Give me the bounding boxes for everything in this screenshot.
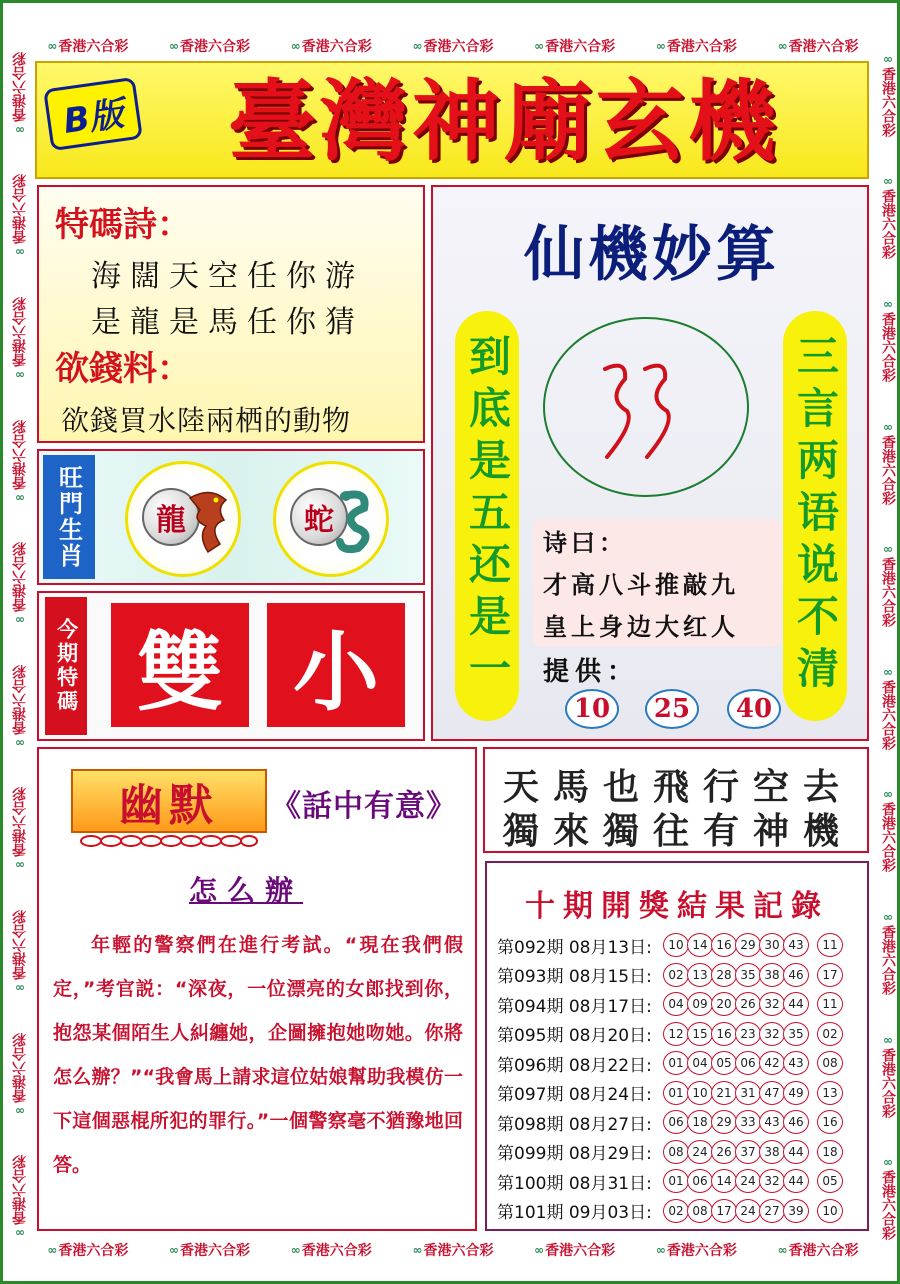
result-special-ball: 10 [817,1199,843,1223]
border-right-unit [878,910,898,995]
border-band-bottom [27,1239,879,1261]
chain-link-icon: ∞ [412,1243,421,1257]
special-char-1: 雙 [111,603,249,727]
handwritten-mark-icon [597,349,697,469]
special-code-panel [37,591,425,741]
result-number-ball: 42 [759,1051,785,1075]
border-text: 香港六合彩 [880,189,896,260]
immortal-panel [431,185,869,741]
zodiac-snake [273,461,389,577]
result-row [497,1197,841,1225]
border-top-unit [656,36,737,56]
chain-link-icon: ∞ [169,1243,178,1257]
border-bottom-unit [778,1240,859,1260]
chain-link-icon: ∞ [13,492,27,505]
border-band-left [9,33,31,1259]
special-char-2: 小 [267,603,405,727]
result-number-ball: 43 [759,1110,785,1134]
border-right-unit [878,665,898,750]
result-special-ball: 05 [817,1169,843,1193]
humor-subtitle: 怎么辦 [188,874,303,907]
border-left-unit [10,52,30,137]
tip-number-3: 40 [727,689,781,729]
result-number-ball: 29 [711,1110,737,1134]
chain-link-icon: ∞ [13,369,27,382]
border-text: 香港六合彩 [880,311,896,382]
result-number-ball: 38 [759,1140,785,1164]
verse-label: 诗曰： [543,529,627,557]
result-special-ball: 17 [817,963,843,987]
border-left-unit [10,787,30,872]
chain-link-icon: ∞ [13,737,27,750]
result-row [497,1049,841,1077]
result-number-ball: 16 [711,933,737,957]
border-right-unit [878,787,898,872]
border-text: 香港六合彩 [58,1243,129,1259]
result-period-label: 第100期 08月31日: [497,1173,652,1194]
border-text: 香港六合彩 [880,802,896,873]
result-special-ball: 08 [817,1051,843,1075]
result-number-ball: 04 [687,1051,713,1075]
edition-badge: B版 [43,77,143,151]
verse-line-2: 皇上身边大红人 [543,613,739,641]
result-period-label: 第092期 08月13日: [497,937,652,958]
lucky-zodiac-label: 旺門生肖 [43,455,95,579]
border-text: 香港六合彩 [545,39,616,55]
result-number-ball: 01 [663,1081,689,1105]
result-number-ball: 32 [759,992,785,1016]
result-number-ball: 04 [663,992,689,1016]
result-number-ball: 44 [783,1140,809,1164]
border-text: 香港六合彩 [666,1243,737,1259]
result-special-ball: 11 [817,933,843,957]
result-period-label: 第093期 08月15日: [497,967,652,987]
result-number-ball: 35 [783,1022,809,1046]
humor-story: 年輕的警察們在進行考試。“現在我們假定，”考官説：“深夜，一位漂亮的女郎找到你，抱怨某個陌生人糾纏她，企圖擁抱她吻她。你將怎么辦？”“我會馬上請求這位姑娘幫助我模仿一下這個惡棍所犯的罪行。”一個警察毫不猶豫地回答。 [53,934,463,1176]
result-special-ball: 11 [817,992,843,1016]
result-number-ball: 33 [735,1110,761,1134]
tip-number-2: 25 [645,689,699,729]
border-text: 香港六合彩 [423,39,494,55]
result-number-ball: 01 [663,1169,689,1193]
border-text: 香港六合彩 [58,39,129,55]
border-left-unit [10,1155,30,1240]
poem-line-1: 海闊天空任你游 [91,259,364,294]
chain-link-icon: ∞ [290,1243,299,1257]
border-text: 香港六合彩 [12,1155,28,1226]
result-special-ball: 16 [817,1110,843,1134]
border-text: 香港六合彩 [423,1243,494,1259]
result-row [497,990,841,1018]
result-period-label: 第098期 08月27日: [497,1114,652,1135]
chain-link-icon: ∞ [881,174,895,187]
chain-link-icon: ∞ [655,1243,664,1257]
result-number-ball: 46 [783,1110,809,1134]
border-bottom-unit [534,1240,615,1260]
chain-link-icon: ∞ [47,1243,56,1257]
result-number-ball: 02 [663,963,689,987]
chain-link-icon: ∞ [777,39,786,53]
result-period-label: 第101期 09月03日: [497,1203,652,1223]
right-banner-text: 三言两语说不清 [791,334,840,698]
result-number-ball: 17 [711,1199,737,1223]
result-number-ball: 24 [687,1140,713,1164]
result-number-ball: 32 [759,1022,785,1046]
wealth-label: 欲錢料： [55,349,191,389]
result-period-label: 第096期 08月22日: [497,1055,652,1076]
result-number-ball: 08 [687,1199,713,1223]
result-number-ball: 09 [687,992,713,1016]
poem-label: 特碼詩： [55,205,191,245]
chain-link-icon: ∞ [47,39,56,53]
chain-link-icon: ∞ [534,39,543,53]
result-number-ball: 38 [759,963,785,987]
border-top-unit [534,36,615,56]
border-top-unit [412,36,493,56]
result-number-ball: 06 [663,1110,689,1134]
title-bar [35,61,869,179]
humor-tag: 《話中有意》 [271,789,457,824]
result-number-ball: 26 [711,1140,737,1164]
result-number-ball: 39 [783,1199,809,1223]
border-left-unit [10,420,30,505]
chain-link-icon: ∞ [13,982,27,995]
snake-icon [334,486,380,556]
result-number-ball: 47 [759,1081,785,1105]
chain-link-icon: ∞ [169,39,178,53]
border-bottom-unit [656,1240,737,1260]
chain-link-icon: ∞ [13,860,27,873]
border-text: 香港六合彩 [545,1243,616,1259]
left-banner-text: 到底是五还是一 [463,334,512,698]
result-number-ball: 02 [663,1199,689,1223]
result-number-ball: 01 [663,1051,689,1075]
border-text: 香港六合彩 [880,1047,896,1118]
chain-link-icon: ∞ [290,39,299,53]
chain-link-icon: ∞ [655,39,664,53]
chain-decoration-icon [79,833,259,849]
border-top-unit [47,36,128,56]
result-number-ball: 35 [735,963,761,987]
main-title: 臺灣神廟玄機 [227,69,780,173]
result-number-ball: 05 [711,1051,737,1075]
border-text: 香港六合彩 [12,542,28,613]
zodiac-dragon [125,461,241,577]
border-right-unit [878,1033,898,1118]
border-text: 香港六合彩 [880,924,896,995]
chain-link-icon: ∞ [412,39,421,53]
chain-link-icon: ∞ [13,247,27,260]
result-number-ball: 44 [783,1169,809,1193]
result-special-ball: 02 [817,1022,843,1046]
result-number-ball: 15 [687,1022,713,1046]
border-band-right [877,33,899,1259]
result-number-ball: 14 [687,933,713,957]
border-text: 香港六合彩 [12,419,28,490]
result-number-ball: 13 [687,963,713,987]
border-text: 香港六合彩 [180,1243,251,1259]
result-number-ball: 31 [735,1081,761,1105]
chain-link-icon: ∞ [881,419,895,432]
result-number-ball: 16 [711,1022,737,1046]
border-text: 香港六合彩 [666,39,737,55]
result-special-ball: 13 [817,1081,843,1105]
dragon-icon [186,486,232,556]
result-number-ball: 12 [663,1022,689,1046]
result-number-ball: 27 [759,1199,785,1223]
border-bottom-unit [169,1240,250,1260]
result-period-label: 第097期 08月24日: [497,1085,652,1105]
idiom-line-1: 天馬也飛行空去 [503,766,854,808]
border-text: 香港六合彩 [880,66,896,137]
border-left-unit [10,1033,30,1118]
result-number-ball: 20 [711,992,737,1016]
border-text: 香港六合彩 [12,664,28,735]
border-text: 香港六合彩 [880,557,896,628]
result-number-ball: 24 [735,1169,761,1193]
border-right-unit [878,174,898,259]
humor-panel [37,747,477,1231]
border-bottom-unit [47,1240,128,1260]
humor-badge: 幽默 [71,769,267,833]
result-number-ball: 46 [783,963,809,987]
border-text: 香港六合彩 [301,39,372,55]
result-period-label: 第094期 08月17日: [497,996,652,1017]
border-left-unit [10,910,30,995]
border-left-unit [10,542,30,627]
result-row [497,1020,841,1048]
tip-number-1: 10 [565,689,619,729]
result-number-ball: 08 [663,1140,689,1164]
result-number-ball: 28 [711,963,737,987]
verse-line-1: 才高八斗推敲九 [543,571,739,599]
poem-line-2: 是龍是馬任你猜 [91,305,364,340]
border-text: 香港六合彩 [12,174,28,245]
border-top-unit [778,36,859,56]
border-right-unit [878,52,898,137]
lucky-zodiac-panel [37,449,425,585]
results-panel [485,861,869,1231]
zodiac-snake-disc: 蛇 [290,488,348,546]
result-number-ball: 23 [735,1022,761,1046]
result-number-ball: 10 [687,1081,713,1105]
provide-label: 提供： [543,657,640,687]
result-number-ball: 29 [735,933,761,957]
border-text: 香港六合彩 [880,434,896,505]
border-text: 香港六合彩 [12,909,28,980]
border-right-unit [878,1155,898,1240]
border-text: 香港六合彩 [301,1243,372,1259]
right-banner [783,311,847,721]
left-banner [455,311,519,721]
idiom-line-2: 獨來獨往有神機 [503,810,854,852]
chain-link-icon: ∞ [881,787,895,800]
result-number-ball: 06 [735,1051,761,1075]
chain-link-icon: ∞ [881,1155,895,1168]
border-text: 香港六合彩 [880,679,896,750]
result-row [497,1167,841,1195]
border-left-unit [10,297,30,382]
chain-link-icon: ∞ [13,615,27,628]
border-left-unit [10,174,30,259]
wealth-text: 欲錢買水陸兩栖的動物 [61,404,352,437]
result-number-ball: 49 [783,1081,809,1105]
chain-link-icon: ∞ [881,1032,895,1045]
result-row [497,1079,841,1107]
border-top-unit [169,36,250,56]
result-special-ball: 18 [817,1140,843,1164]
chain-link-icon: ∞ [13,1105,27,1118]
chain-link-icon: ∞ [13,1228,27,1241]
special-code-label: 今期特碼 [45,597,87,735]
verse-box [533,519,781,647]
poem-panel [37,185,425,443]
result-number-ball: 44 [783,992,809,1016]
chain-link-icon: ∞ [534,1243,543,1257]
chain-link-icon: ∞ [881,296,895,309]
border-left-unit [10,665,30,750]
result-number-ball: 30 [759,933,785,957]
border-right-unit [878,297,898,382]
border-right-unit [878,420,898,505]
chain-link-icon: ∞ [881,664,895,677]
border-text: 香港六合彩 [12,787,28,858]
border-text: 香港六合彩 [788,39,859,55]
result-number-ball: 26 [735,992,761,1016]
result-number-ball: 43 [783,1051,809,1075]
immortal-title: 仙機妙算 [524,220,780,290]
border-text: 香港六合彩 [12,51,28,122]
results-title: 十期開獎結果記錄 [525,889,829,924]
result-number-ball: 24 [735,1199,761,1223]
chain-link-icon: ∞ [777,1243,786,1257]
result-row [497,1138,841,1166]
result-number-ball: 06 [687,1169,713,1193]
border-text: 香港六合彩 [788,1243,859,1259]
result-number-ball: 43 [783,933,809,957]
result-period-label: 第099期 08月29日: [497,1144,652,1164]
result-row [497,961,841,989]
result-number-ball: 32 [759,1169,785,1193]
border-bottom-unit [412,1240,493,1260]
border-text: 香港六合彩 [12,296,28,367]
result-number-ball: 14 [711,1169,737,1193]
result-row [497,1108,841,1136]
border-text: 香港六合彩 [880,1170,896,1241]
border-top-unit [291,36,372,56]
border-right-unit [878,542,898,627]
chain-link-icon: ∞ [881,542,895,555]
border-text: 香港六合彩 [180,39,251,55]
chain-link-icon: ∞ [881,51,895,64]
zodiac-dragon-disc: 龍 [142,488,200,546]
border-text: 香港六合彩 [12,1032,28,1103]
chain-link-icon: ∞ [881,909,895,922]
tip-circle [543,317,749,497]
border-band-top [27,35,879,57]
result-number-ball: 10 [663,933,689,957]
result-period-label: 第095期 08月20日: [497,1026,652,1046]
result-number-ball: 18 [687,1110,713,1134]
result-number-ball: 37 [735,1140,761,1164]
border-bottom-unit [291,1240,372,1260]
chain-link-icon: ∞ [13,124,27,137]
idiom-panel [483,747,869,853]
result-number-ball: 21 [711,1081,737,1105]
result-row [497,931,841,959]
